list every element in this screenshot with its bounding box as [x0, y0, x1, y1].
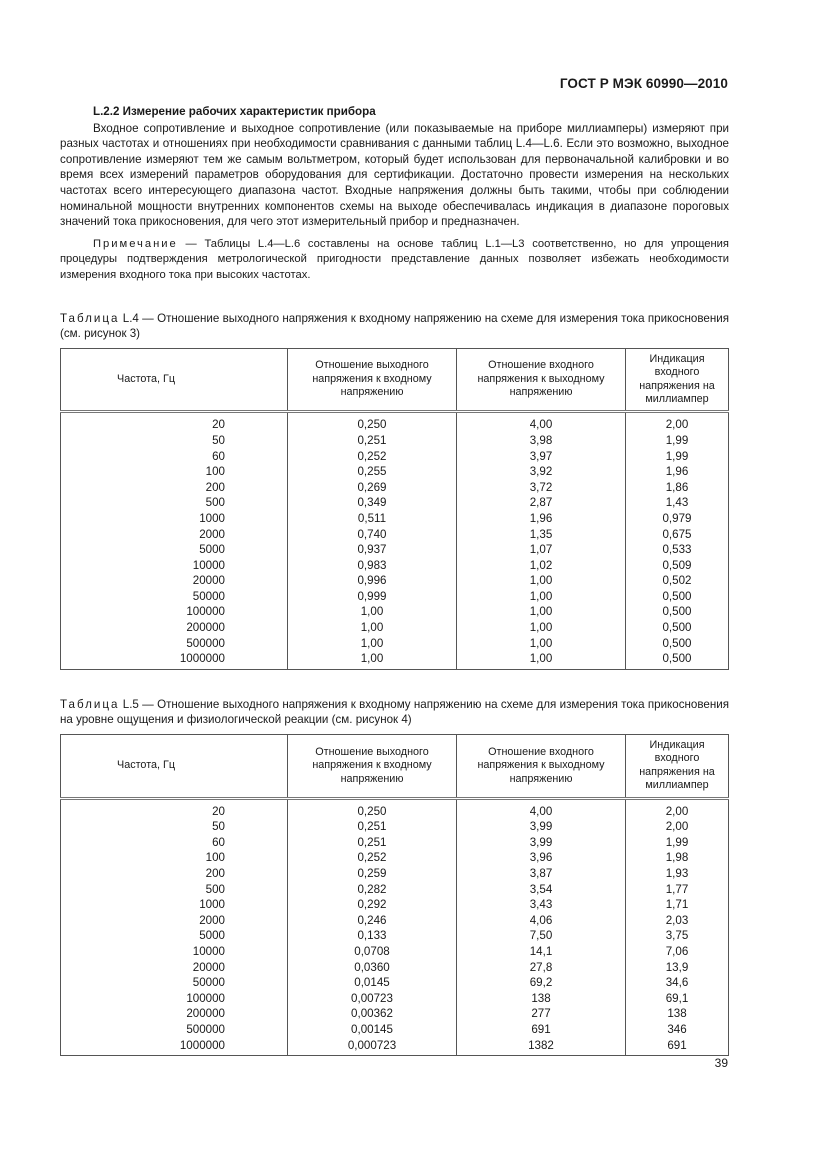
table-label: Таблица	[60, 311, 120, 325]
table-row	[61, 944, 729, 960]
cell-indication: 0,500	[626, 636, 729, 652]
cell-out-in-ratio: 0,251	[288, 835, 457, 851]
cell-indication: 1,93	[626, 866, 729, 882]
cell-in-out-ratio: 3,98	[457, 433, 626, 449]
cell-in-out-ratio: 691	[457, 1022, 626, 1038]
cell-in-out-ratio: 1,00	[457, 651, 626, 669]
cell-out-in-ratio: 0,282	[288, 882, 457, 898]
header-indication: Индикация входного напряжения на миллиампер	[626, 735, 729, 799]
cell-frequency: 200	[61, 866, 288, 882]
table-row	[61, 975, 729, 991]
document-id: ГОСТ Р МЭК 60990—2010	[559, 76, 728, 91]
cell-frequency: 100	[61, 464, 288, 480]
cell-indication: 1,71	[626, 897, 729, 913]
cell-out-in-ratio: 1,00	[288, 636, 457, 652]
header-in-out-ratio: Отношение входного напряжения к выходному напряжению	[457, 735, 626, 799]
cell-frequency: 1000000	[61, 1038, 288, 1056]
cell-frequency: 50000	[61, 975, 288, 991]
table-row	[61, 804, 729, 820]
cell-in-out-ratio: 4,00	[457, 417, 626, 433]
cell-frequency: 20	[61, 804, 288, 820]
cell-indication: 1,86	[626, 480, 729, 496]
cell-in-out-ratio: 1,96	[457, 511, 626, 527]
cell-in-out-ratio: 3,87	[457, 866, 626, 882]
cell-frequency: 50	[61, 819, 288, 835]
cell-out-in-ratio: 1,00	[288, 620, 457, 636]
cell-frequency: 500000	[61, 1022, 288, 1038]
cell-in-out-ratio: 4,06	[457, 913, 626, 929]
cell-indication: 2,03	[626, 913, 729, 929]
cell-in-out-ratio: 1382	[457, 1038, 626, 1056]
header-frequency: Частота, Гц	[61, 735, 288, 799]
cell-in-out-ratio: 4,00	[457, 804, 626, 820]
cell-frequency: 60	[61, 835, 288, 851]
table-row	[61, 464, 729, 480]
cell-indication: 0,675	[626, 527, 729, 543]
table-row	[61, 417, 729, 433]
cell-in-out-ratio: 14,1	[457, 944, 626, 960]
section-paragraph: Входное сопротивление и выходное сопротивление (или показываемые на приборе миллиамперы) измеряют при разных частотах и отношениях при необходимости сравнивания с данными таблиц L.4—L.6. Если это возможно, выходное сопротивление измеряют тем же самым вольтметром, который будет использован для первоначальной калибровки и во время всех измерений параметров оборудования для сертификации. Достаточно провести измерения на нескольких частотах всего интересующего диапазона частот. Входные напряжения должны быть такими, чтобы при соблюдении номинальной мощности внутренних компонентов схемы на выходе обеспечивалась индикация в диапазоне пороговых значений тока прикосновения, для чего этот измерительный прибор и предназначен.	[60, 121, 729, 229]
cell-out-in-ratio: 0,00145	[288, 1022, 457, 1038]
note	[60, 237, 729, 284]
cell-in-out-ratio: 27,8	[457, 960, 626, 976]
cell-in-out-ratio: 3,72	[457, 480, 626, 496]
section-title: L.2.2 Измерение рабочих характеристик прибора	[93, 105, 376, 118]
table-row	[61, 1038, 729, 1056]
table-row	[61, 480, 729, 496]
cell-indication: 1,99	[626, 433, 729, 449]
cell-in-out-ratio: 3,99	[457, 819, 626, 835]
header-in-out-ratio: Отношение входного напряжения к выходному напряжению	[457, 348, 626, 412]
cell-indication: 0,533	[626, 542, 729, 558]
cell-out-in-ratio: 0,983	[288, 558, 457, 574]
table-label: Таблица	[60, 697, 120, 711]
cell-frequency: 100000	[61, 991, 288, 1007]
table-row	[61, 433, 729, 449]
table-l5	[60, 734, 729, 1056]
header-out-in-ratio: Отношение выходного напряжения к входному напряжению	[288, 348, 457, 412]
cell-in-out-ratio: 1,35	[457, 527, 626, 543]
cell-indication: 346	[626, 1022, 729, 1038]
cell-in-out-ratio: 277	[457, 1006, 626, 1022]
cell-frequency: 60	[61, 449, 288, 465]
cell-indication: 1,99	[626, 449, 729, 465]
cell-indication: 69,1	[626, 991, 729, 1007]
cell-out-in-ratio: 0,511	[288, 511, 457, 527]
cell-frequency: 500	[61, 882, 288, 898]
cell-frequency: 100000	[61, 604, 288, 620]
cell-frequency: 20000	[61, 573, 288, 589]
header-indication: Индикация входного напряжения на миллиампер	[626, 348, 729, 412]
cell-frequency: 2000	[61, 527, 288, 543]
note-label: Примечание	[93, 237, 178, 250]
cell-indication: 1,96	[626, 464, 729, 480]
cell-frequency: 10000	[61, 558, 288, 574]
table-row	[61, 495, 729, 511]
cell-out-in-ratio: 0,252	[288, 449, 457, 465]
table-row	[61, 1022, 729, 1038]
cell-out-in-ratio: 0,000723	[288, 1038, 457, 1056]
cell-out-in-ratio: 0,246	[288, 913, 457, 929]
cell-indication: 0,500	[626, 620, 729, 636]
cell-in-out-ratio: 1,00	[457, 573, 626, 589]
cell-indication: 0,979	[626, 511, 729, 527]
cell-in-out-ratio: 3,43	[457, 897, 626, 913]
cell-indication: 1,98	[626, 850, 729, 866]
page-content	[60, 104, 729, 1056]
cell-in-out-ratio: 1,02	[457, 558, 626, 574]
cell-indication: 0,500	[626, 651, 729, 669]
cell-in-out-ratio: 3,92	[457, 464, 626, 480]
cell-frequency: 200000	[61, 1006, 288, 1022]
cell-out-in-ratio: 1,00	[288, 651, 457, 669]
cell-out-in-ratio: 0,250	[288, 417, 457, 433]
cell-in-out-ratio: 3,97	[457, 449, 626, 465]
table-caption-text: L.4 — Отношение выходного напряжения к входному напряжению на схеме для измерения тока прикосновения (см. рисунок 3)	[60, 311, 729, 341]
cell-out-in-ratio: 0,740	[288, 527, 457, 543]
cell-frequency: 10000	[61, 944, 288, 960]
cell-in-out-ratio: 3,99	[457, 835, 626, 851]
cell-out-in-ratio: 0,251	[288, 433, 457, 449]
table-row	[61, 527, 729, 543]
cell-frequency: 20000	[61, 960, 288, 976]
table-row	[61, 991, 729, 1007]
cell-indication: 1,77	[626, 882, 729, 898]
table-row	[61, 928, 729, 944]
cell-frequency: 500000	[61, 636, 288, 652]
cell-in-out-ratio: 7,50	[457, 928, 626, 944]
page-number: 39	[714, 1056, 728, 1070]
cell-in-out-ratio: 1,00	[457, 589, 626, 605]
cell-out-in-ratio: 0,937	[288, 542, 457, 558]
cell-frequency: 20	[61, 417, 288, 433]
cell-frequency: 1000	[61, 511, 288, 527]
cell-indication: 13,9	[626, 960, 729, 976]
cell-out-in-ratio: 0,996	[288, 573, 457, 589]
cell-out-in-ratio: 0,255	[288, 464, 457, 480]
cell-in-out-ratio: 2,87	[457, 495, 626, 511]
cell-out-in-ratio: 0,133	[288, 928, 457, 944]
cell-indication: 2,00	[626, 804, 729, 820]
table-row	[61, 819, 729, 835]
cell-frequency: 200000	[61, 620, 288, 636]
table-l5-caption	[60, 697, 729, 728]
table-row	[61, 835, 729, 851]
cell-indication: 2,00	[626, 417, 729, 433]
table-row	[61, 589, 729, 605]
cell-in-out-ratio: 3,96	[457, 850, 626, 866]
cell-out-in-ratio: 0,259	[288, 866, 457, 882]
table-row	[61, 620, 729, 636]
cell-frequency: 5000	[61, 928, 288, 944]
cell-out-in-ratio: 0,349	[288, 495, 457, 511]
cell-frequency: 100	[61, 850, 288, 866]
cell-in-out-ratio: 1,00	[457, 604, 626, 620]
cell-frequency: 50000	[61, 589, 288, 605]
note-text: — Таблицы L.4—L.6 составлены на основе таблиц L.1—L3 соответственно, но для упрощения процедуры подтверждения метрологической пригодности представление данных позволяет избежать необходимости измерения входного тока при высоких частотах.	[60, 237, 729, 281]
cell-indication: 3,75	[626, 928, 729, 944]
table-row	[61, 850, 729, 866]
cell-indication: 138	[626, 1006, 729, 1022]
cell-in-out-ratio: 1,07	[457, 542, 626, 558]
table-row	[61, 1006, 729, 1022]
cell-out-in-ratio: 0,999	[288, 589, 457, 605]
table-row	[61, 636, 729, 652]
cell-in-out-ratio: 3,54	[457, 882, 626, 898]
cell-indication: 1,99	[626, 835, 729, 851]
cell-out-in-ratio: 0,292	[288, 897, 457, 913]
cell-frequency: 1000	[61, 897, 288, 913]
cell-frequency: 200	[61, 480, 288, 496]
table-row	[61, 558, 729, 574]
cell-out-in-ratio: 1,00	[288, 604, 457, 620]
table-row	[61, 604, 729, 620]
cell-indication: 0,500	[626, 589, 729, 605]
table-row	[61, 866, 729, 882]
cell-out-in-ratio: 0,269	[288, 480, 457, 496]
table-row	[61, 573, 729, 589]
cell-out-in-ratio: 0,00362	[288, 1006, 457, 1022]
cell-frequency: 5000	[61, 542, 288, 558]
table-row	[61, 511, 729, 527]
table-caption-text: L.5 — Отношение выходного напряжения к входному напряжению на схеме для измерения тока прикосновения на уровне ощущения и физиологической реакции (см. рисунок 4)	[60, 697, 729, 727]
cell-indication: 0,500	[626, 604, 729, 620]
cell-in-out-ratio: 1,00	[457, 620, 626, 636]
cell-out-in-ratio: 0,252	[288, 850, 457, 866]
table-row	[61, 542, 729, 558]
cell-out-in-ratio: 0,250	[288, 804, 457, 820]
cell-frequency: 50	[61, 433, 288, 449]
cell-indication: 2,00	[626, 819, 729, 835]
cell-out-in-ratio: 0,251	[288, 819, 457, 835]
table-l4	[60, 348, 729, 670]
cell-frequency: 1000000	[61, 651, 288, 669]
cell-indication: 0,502	[626, 573, 729, 589]
cell-indication: 691	[626, 1038, 729, 1056]
cell-frequency: 500	[61, 495, 288, 511]
cell-out-in-ratio: 0,0360	[288, 960, 457, 976]
table-row	[61, 882, 729, 898]
table-row	[61, 913, 729, 929]
cell-indication: 34,6	[626, 975, 729, 991]
cell-indication: 7,06	[626, 944, 729, 960]
header-frequency: Частота, Гц	[61, 348, 288, 412]
table-row	[61, 651, 729, 669]
header-out-in-ratio: Отношение выходного напряжения к входному напряжению	[288, 735, 457, 799]
cell-out-in-ratio: 0,0708	[288, 944, 457, 960]
table-row	[61, 449, 729, 465]
cell-out-in-ratio: 0,0145	[288, 975, 457, 991]
cell-in-out-ratio: 69,2	[457, 975, 626, 991]
cell-in-out-ratio: 1,00	[457, 636, 626, 652]
cell-indication: 1,43	[626, 495, 729, 511]
cell-indication: 0,509	[626, 558, 729, 574]
table-l4-caption	[60, 311, 729, 342]
table-row	[61, 960, 729, 976]
cell-frequency: 2000	[61, 913, 288, 929]
table-row	[61, 897, 729, 913]
cell-out-in-ratio: 0,00723	[288, 991, 457, 1007]
cell-in-out-ratio: 138	[457, 991, 626, 1007]
